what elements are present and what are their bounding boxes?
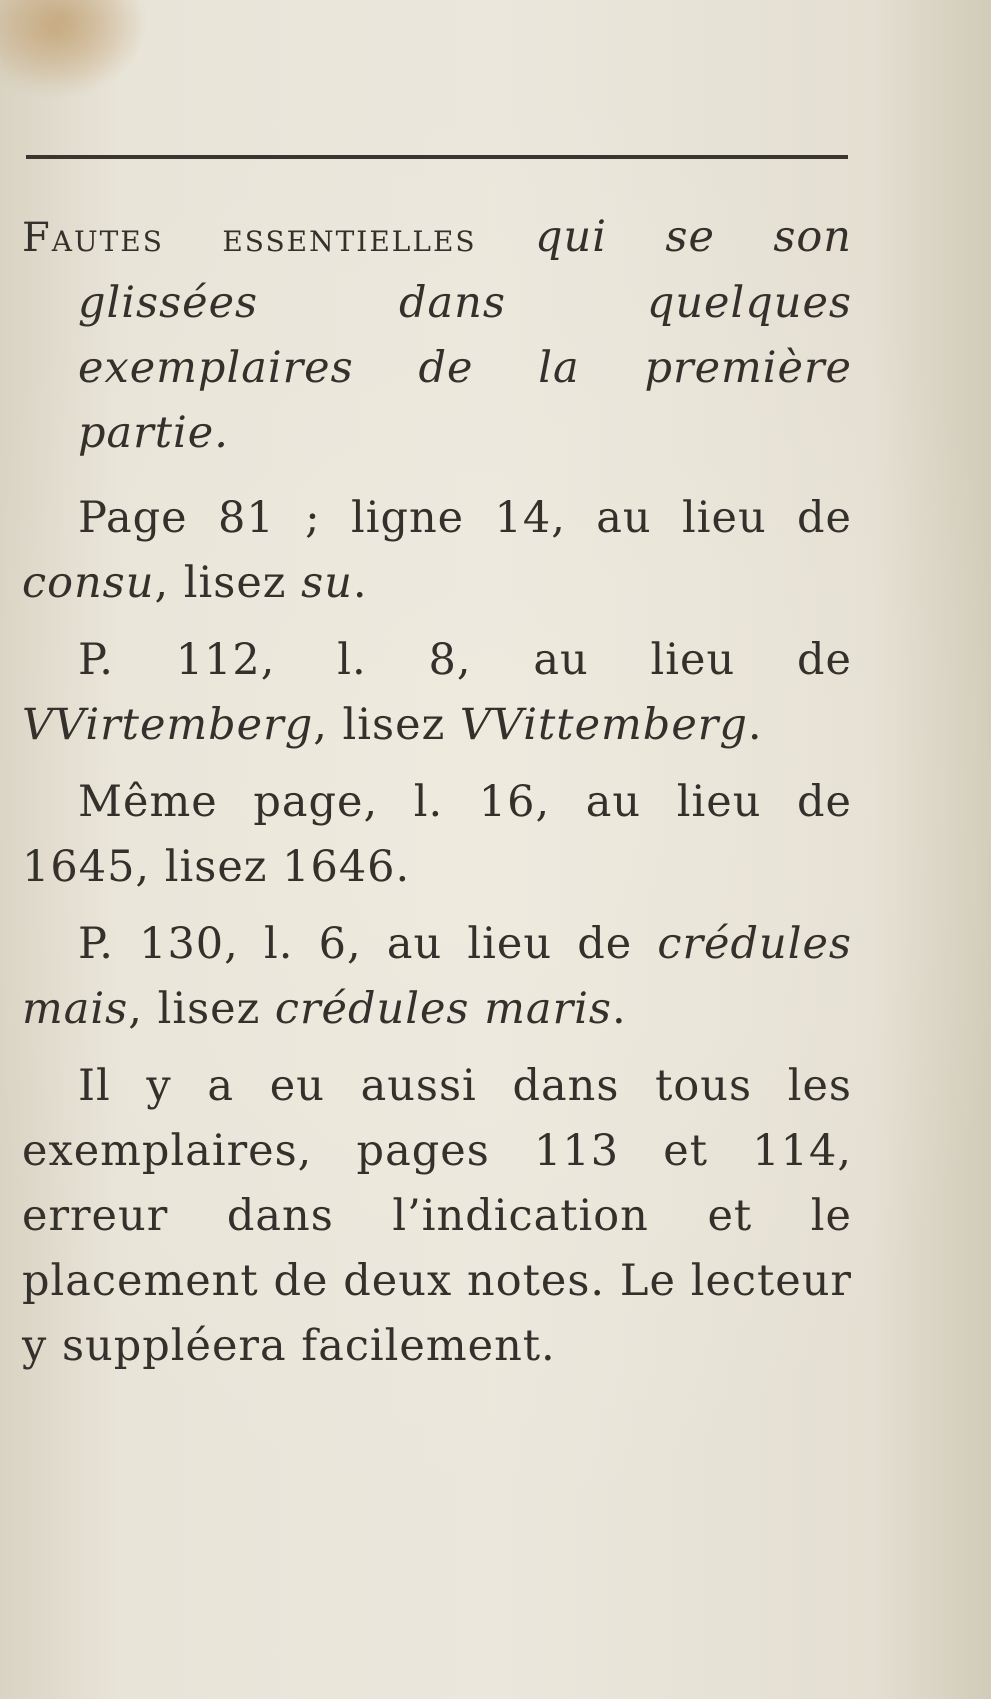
closing-note: Il y a eu aussi dans tous les exemplaires, pages 113 et 114, erreur dans l’indication et le placement de deux notes. Le lecteur y suppléera facilement. xyxy=(22,1061,852,1371)
erratum-2-end: . xyxy=(747,700,763,750)
erratum-2 xyxy=(22,628,852,758)
erratum-1-location: Page 81 ; ligne 14, au lieu de xyxy=(78,493,852,543)
erratum-1-end: . xyxy=(352,558,368,608)
erratum-2-location: P. 112, l. 8, au lieu de xyxy=(78,635,852,685)
errata-text xyxy=(22,205,852,1391)
erratum-1 xyxy=(22,486,852,616)
erratum-4-read: , lisez xyxy=(128,984,275,1034)
erratum-2-read: , lisez xyxy=(313,700,460,750)
erratum-3 xyxy=(22,770,852,900)
erratum-1-right: su xyxy=(301,558,353,608)
errata-heading xyxy=(22,205,852,466)
erratum-1-wrong: consu xyxy=(22,558,155,608)
erratum-4-location: P. 130, l. 6, au lieu de xyxy=(78,919,658,969)
erratum-4-end: . xyxy=(611,984,627,1034)
header-rule xyxy=(26,155,848,159)
erratum-4-wrong: crédules mais xyxy=(22,919,852,1034)
erratum-1-read: , lisez xyxy=(154,558,302,608)
erratum-3-text: Même page, l. 16, au lieu de 1645, lisez 1646. xyxy=(22,777,852,892)
erratum-2-right: VVittemberg xyxy=(459,700,748,750)
heading-lead: Fautes essentielles xyxy=(22,215,477,261)
erratum-4 xyxy=(22,912,852,1042)
erratum-4-right: crédules maris xyxy=(274,984,612,1034)
heading-rest: qui se son glissées dans quelques exemplaires de la première partie. xyxy=(78,212,852,458)
erratum-2-wrong: VVirtemberg xyxy=(22,700,314,750)
paper-stain xyxy=(0,0,150,90)
